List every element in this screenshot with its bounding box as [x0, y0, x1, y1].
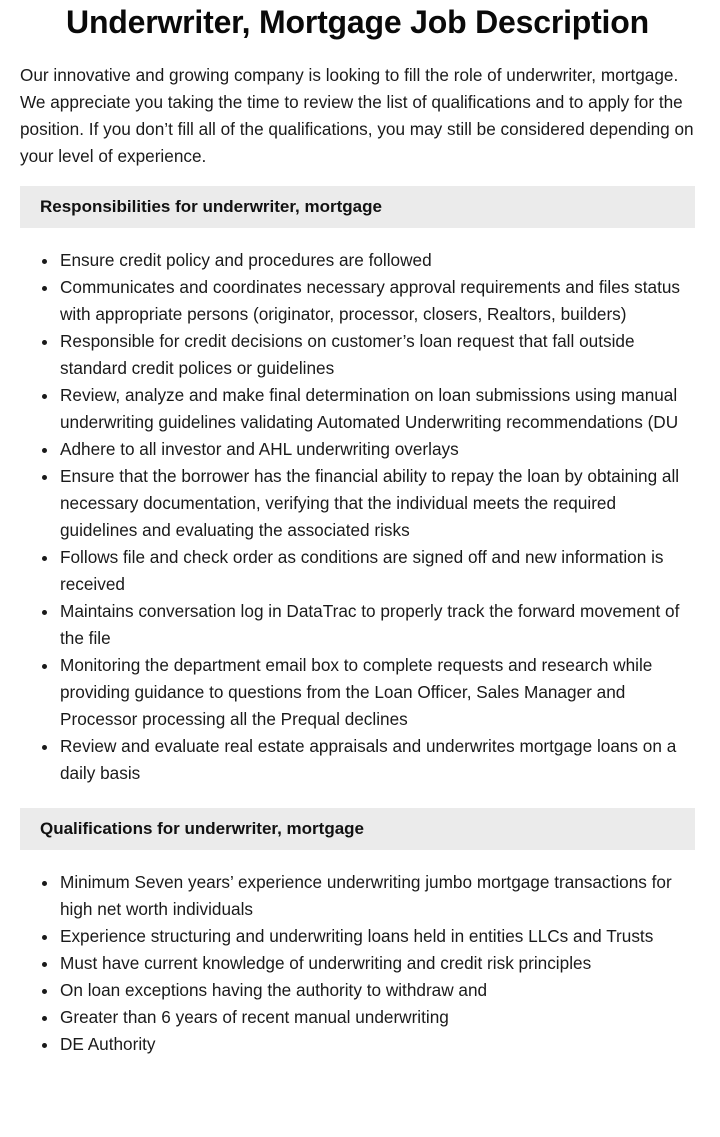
qualifications-heading: Qualifications for underwriter, mortgage: [20, 808, 695, 850]
list-item: DE Authority: [60, 1031, 695, 1058]
page-title: Underwriter, Mortgage Job Description: [66, 4, 649, 40]
qualifications-list: [20, 869, 695, 1058]
list-item: Experience structuring and underwriting loans held in entities LLCs and Trusts: [60, 923, 695, 950]
list-item: Review and evaluate real estate appraisals and underwrites mortgage loans on a daily basis: [60, 733, 695, 787]
list-item: Review, analyze and make final determination on loan submissions using manual underwriting guidelines validating Automated Underwriting recommendations (DU: [60, 382, 695, 436]
list-item: Ensure credit policy and procedures are followed: [60, 247, 695, 274]
responsibilities-list: [20, 247, 695, 787]
intro-paragraph: Our innovative and growing company is looking to fill the role of underwriter, mortgage. We appreciate you taking the time to review the list of qualifications and to apply for the position. If you don’t fill all of the qualifications, you may still be considered depending on your level of experience.: [20, 65, 694, 166]
list-item: Communicates and coordinates necessary approval requirements and files status with appropriate persons (originator, processor, closers, Realtors, builders): [60, 274, 695, 328]
list-item: Maintains conversation log in DataTrac to properly track the forward movement of the file: [60, 598, 695, 652]
list-item: Responsible for credit decisions on customer’s loan request that fall outside standard credit polices or guidelines: [60, 328, 695, 382]
list-item: Minimum Seven years’ experience underwriting jumbo mortgage transactions for high net worth individuals: [60, 869, 695, 923]
responsibilities-heading: Responsibilities for underwriter, mortgage: [20, 186, 695, 228]
list-item: Ensure that the borrower has the financial ability to repay the loan by obtaining all necessary documentation, verifying that the individual meets the required guidelines and evaluating the associated risks: [60, 463, 695, 544]
list-item: Monitoring the department email box to complete requests and research while providing guidance to questions from the Loan Officer, Sales Manager and Processor processing all the Prequal declines: [60, 652, 695, 733]
list-item: Adhere to all investor and AHL underwriting overlays: [60, 436, 695, 463]
list-item: Greater than 6 years of recent manual underwriting: [60, 1004, 695, 1031]
list-item: Must have current knowledge of underwriting and credit risk principles: [60, 950, 695, 977]
list-item: On loan exceptions having the authority to withdraw and: [60, 977, 695, 1004]
list-item: Follows file and check order as conditions are signed off and new information is received: [60, 544, 695, 598]
